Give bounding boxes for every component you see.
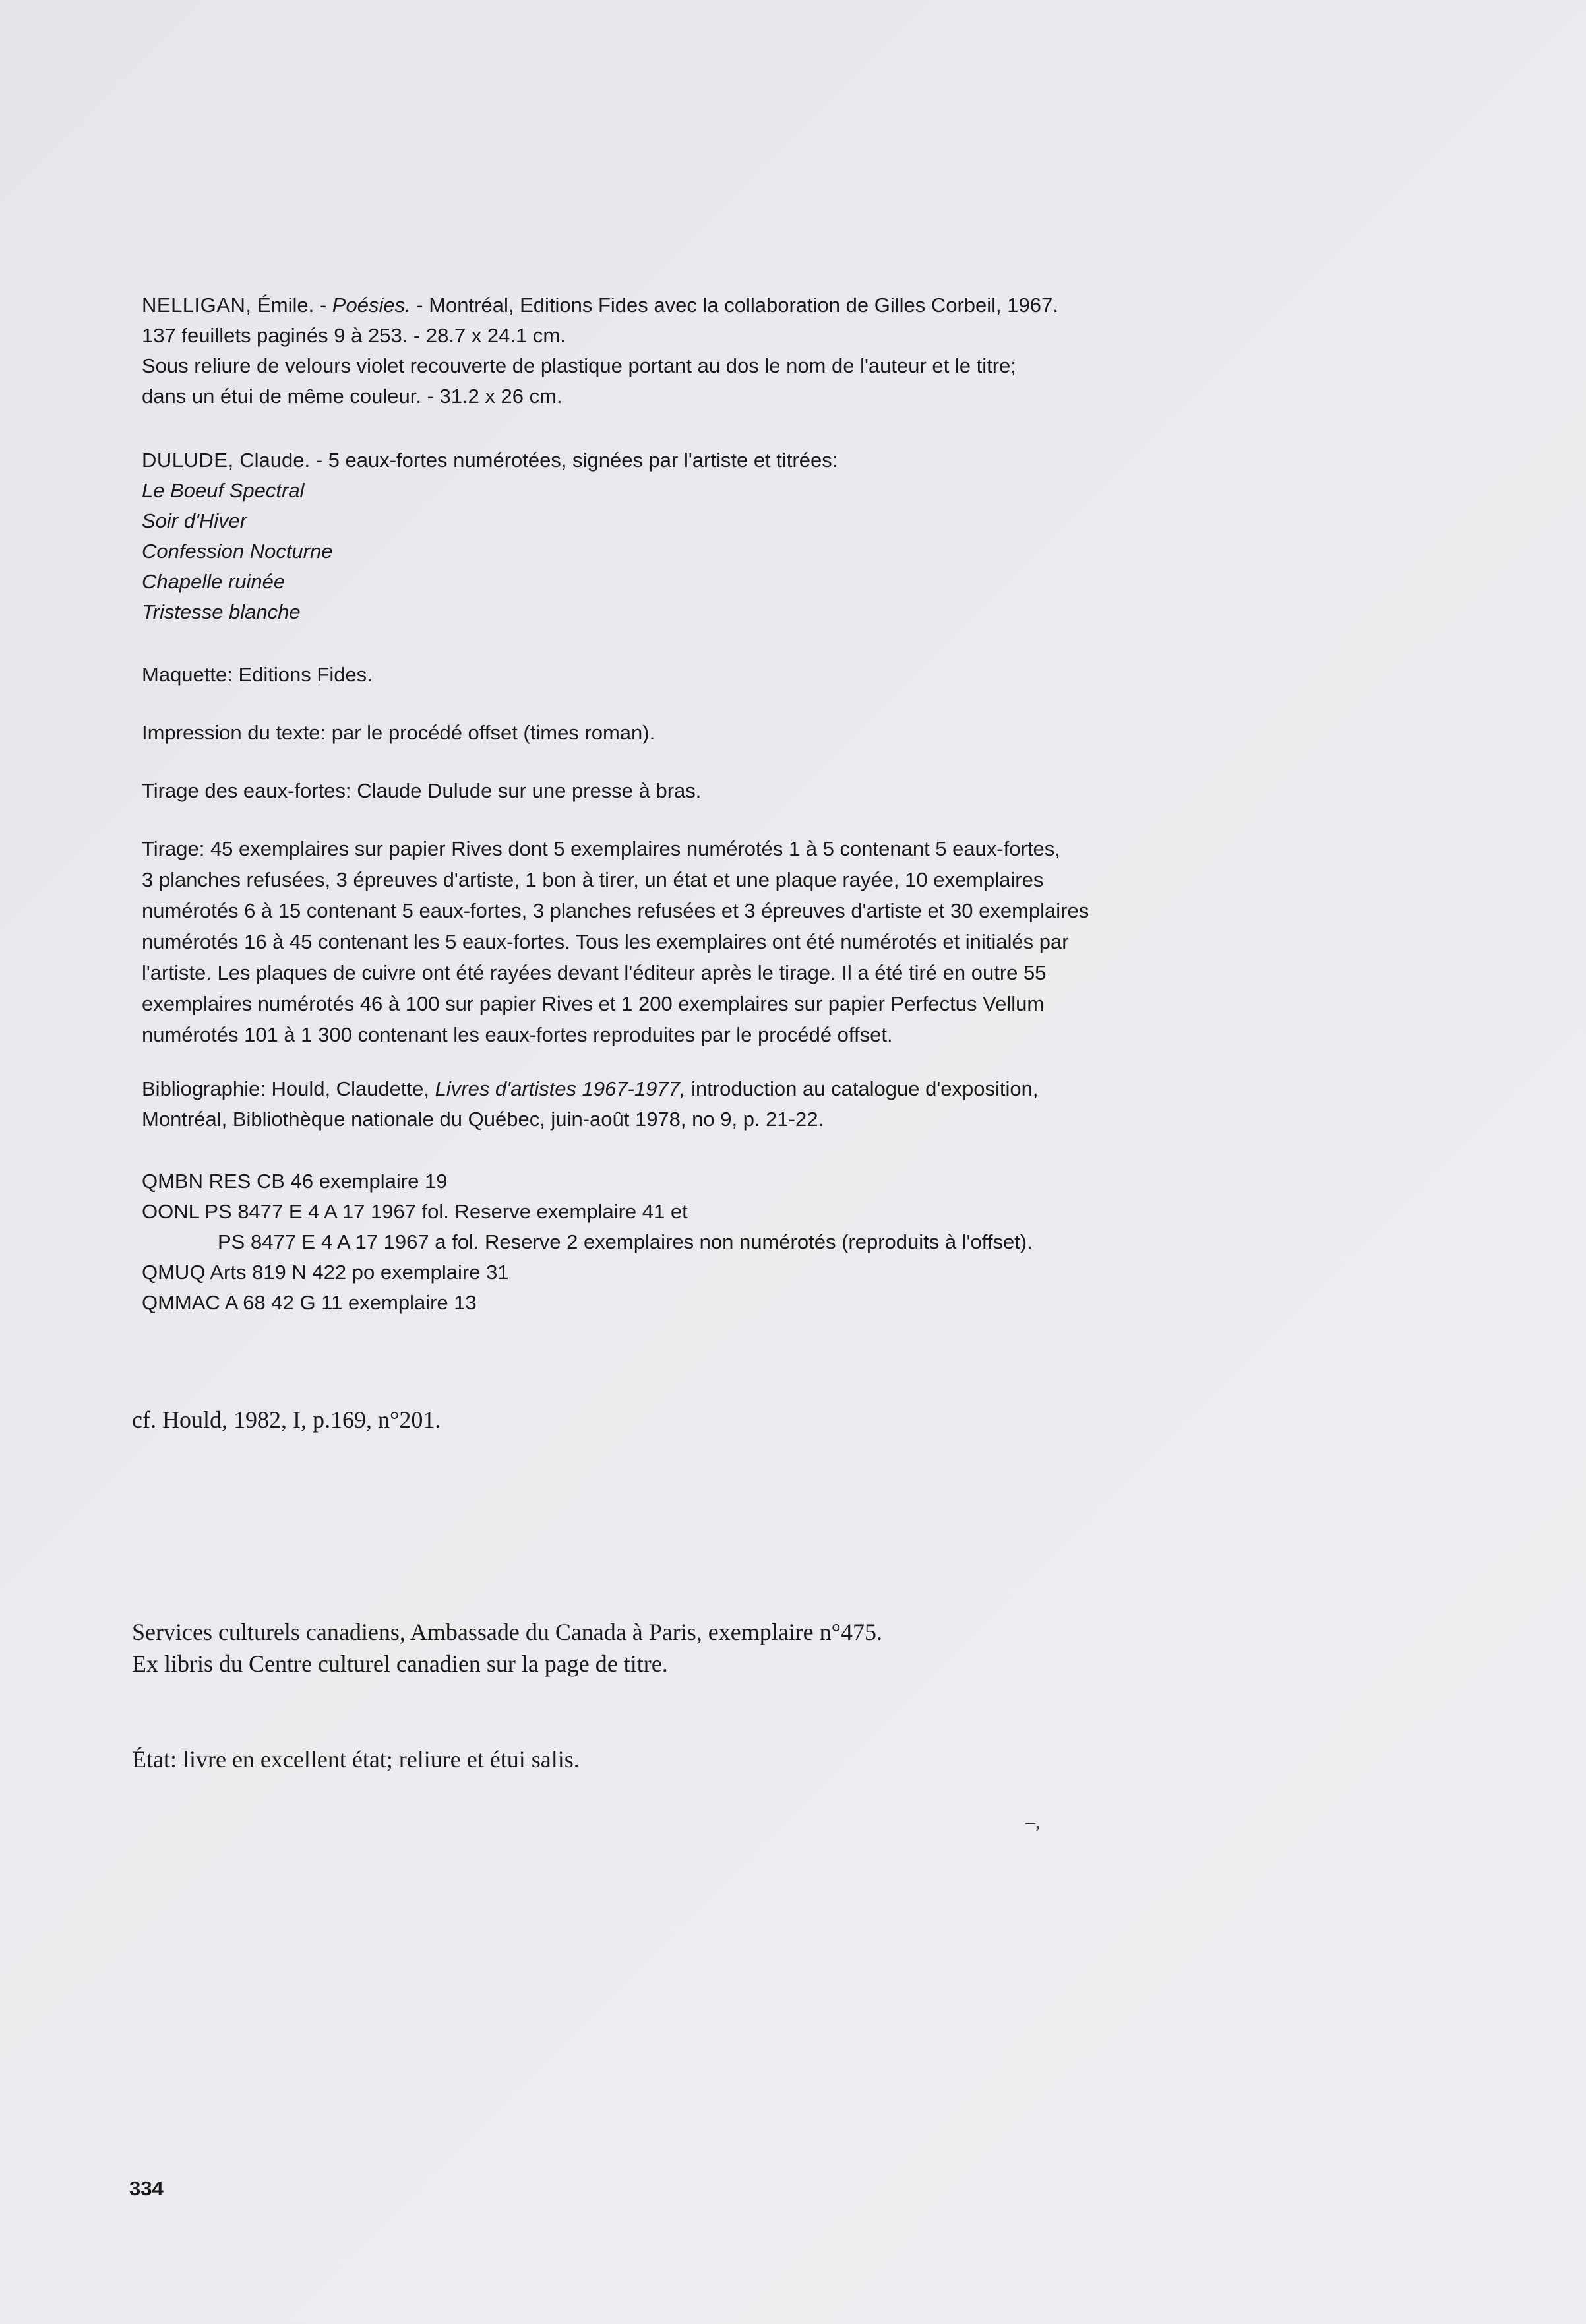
bibliography bbox=[142, 1074, 1223, 1135]
etchings-description: - 5 eaux-fortes numérotées, signées par l'artiste et titrées: bbox=[310, 449, 838, 472]
tirage-line: numérotés 101 à 1 300 contenant les eaux-fortes reproduites par le procédé offset. bbox=[142, 1023, 893, 1046]
entry-nelligan-line-1 bbox=[142, 290, 1223, 321]
services-note bbox=[132, 1616, 1213, 1680]
holding-item: OONL PS 8477 E 4 A 17 1967 fol. Reserve exemplaire 41 et bbox=[142, 1200, 688, 1223]
artist-name: DULUDE, bbox=[142, 449, 234, 472]
artist-firstname: Claude. bbox=[239, 449, 311, 472]
tirage-paragraph bbox=[142, 833, 1223, 1050]
entry-nelligan bbox=[142, 290, 1223, 412]
tirage-line: numérotés 6 à 15 contenant 5 eaux-fortes, 3 planches refusées et 3 épreuves d'artiste et 30 exemplaires bbox=[142, 899, 1089, 922]
etching-title: Confession Nocturne bbox=[142, 540, 333, 563]
tirage-line: Tirage: 45 exemplaires sur papier Rives dont 5 exemplaires numérotés 1 à 5 contenant 5 eaux-fortes, bbox=[142, 837, 1060, 860]
cf-reference: cf. Hould, 1982, I, p.169, n°201. bbox=[132, 1406, 441, 1433]
publisher: - Montréal, Editions Fides avec la collaboration de Gilles Corbeil, 1967. bbox=[410, 294, 1058, 317]
impression-line: Impression du texte: par le procédé offset (times roman). bbox=[142, 721, 656, 744]
binding-line: Sous reliure de velours violet recouverte de plastique portant au dos le nom de l'auteur et le titre; bbox=[142, 354, 1016, 377]
bibliography-line-1: Bibliographie: Hould, Claudette, Livres d'artistes 1967-1977, introduction au catalogue d'exposition, bbox=[142, 1077, 1039, 1100]
stray-mark: –, bbox=[1025, 1811, 1041, 1833]
separator: - bbox=[314, 294, 332, 317]
case-line: dans un étui de même couleur. - 31.2 x 26 cm. bbox=[142, 385, 563, 408]
bibliography-line-2: Montréal, Bibliothèque nationale du Québec, juin-août 1978, no 9, p. 21-22. bbox=[142, 1108, 824, 1131]
bibliography-title: Livres d'artistes 1967-1977, bbox=[435, 1077, 686, 1100]
tirage-line: numérotés 16 à 45 contenant les 5 eaux-fortes. Tous les exemplaires ont été numérotés et initialés par bbox=[142, 930, 1069, 953]
etching-title: Tristesse blanche bbox=[142, 600, 301, 623]
services-line: Services culturels canadiens, Ambassade du Canada à Paris, exemplaire n°475. bbox=[132, 1619, 883, 1645]
pagination-line: 137 feuillets paginés 9 à 253. - 28.7 x 24.1 cm. bbox=[142, 324, 566, 347]
etching-title: Le Boeuf Spectral bbox=[142, 479, 305, 502]
holding-item: QMUQ Arts 819 N 422 po exemplaire 31 bbox=[142, 1261, 509, 1284]
holding-item: QMBN RES CB 46 exemplaire 19 bbox=[142, 1170, 448, 1193]
holding-item: PS 8477 E 4 A 17 1967 a fol. Reserve 2 exemplaires non numérotés (reproduits à l'offset). bbox=[218, 1230, 1033, 1253]
condition-note: État: livre en excellent état; reliure et étui salis. bbox=[132, 1746, 580, 1773]
holding-item: QMMAC A 68 42 G 11 exemplaire 13 bbox=[142, 1291, 477, 1314]
author-firstname: Émile. bbox=[257, 294, 315, 317]
tirage-line: exemplaires numérotés 46 à 100 sur papier Rives et 1 200 exemplaires sur papier Perfectus Vellum bbox=[142, 992, 1045, 1015]
entry-dulude bbox=[142, 445, 1223, 627]
page-number: 334 bbox=[129, 2177, 164, 2200]
author-name: NELLIGAN, bbox=[142, 294, 252, 317]
maquette-line: Maquette: Editions Fides. bbox=[142, 663, 373, 686]
tirage-line: l'artiste. Les plaques de cuivre ont été rayées devant l'éditeur après le tirage. Il a été tiré en outre 55 bbox=[142, 961, 1047, 984]
entry-dulude-line-1 bbox=[142, 445, 1223, 476]
etching-title: Soir d'Hiver bbox=[142, 509, 247, 532]
etching-title: Chapelle ruinée bbox=[142, 570, 286, 593]
tirage-eaux-fortes-line: Tirage des eaux-fortes: Claude Dulude sur une presse à bras. bbox=[142, 779, 702, 802]
holdings-list bbox=[142, 1166, 1223, 1318]
tirage-line: 3 planches refusées, 3 épreuves d'artiste, 1 bon à tirer, un état et une plaque rayée, 10 exemplaires bbox=[142, 868, 1044, 891]
services-line: Ex libris du Centre culturel canadien sur la page de titre. bbox=[132, 1650, 668, 1677]
book-title: Poésies. bbox=[332, 294, 411, 317]
